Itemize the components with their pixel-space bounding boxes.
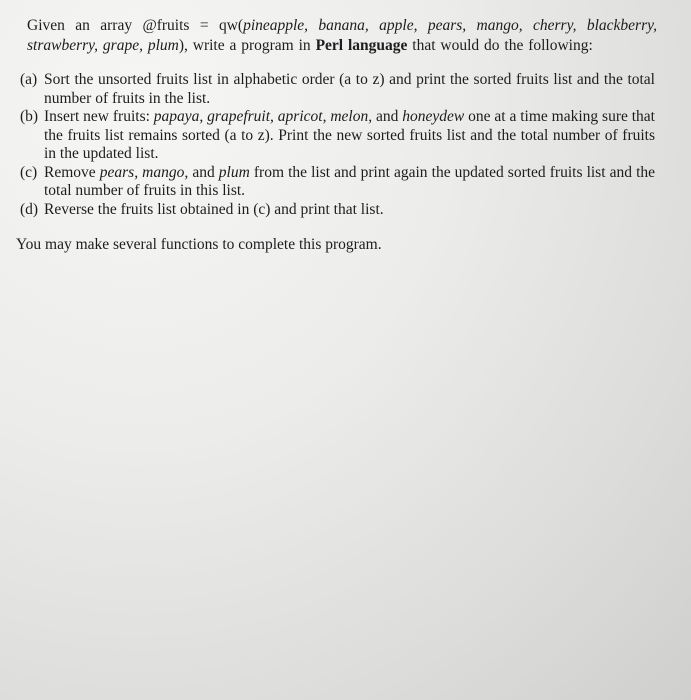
task-item-b bbox=[20, 108, 655, 164]
task-text: Reverse the fruits list obtained in (c) and print that list. bbox=[44, 200, 384, 218]
task-item-c bbox=[20, 164, 655, 201]
intro-text-2: ), write a program in bbox=[178, 37, 316, 54]
task-text-part: Remove bbox=[44, 163, 100, 181]
intro-text-3: that would do the following: bbox=[407, 37, 593, 54]
task-text-part: one at a time making sure that the fruits list remains sorted (a to z). Print the new sorted fruits list and the total number of fruits in the updated list. bbox=[44, 108, 655, 162]
language-name: Perl language bbox=[315, 37, 408, 54]
task-text-part: from the list and print again the updated sorted fruits list and the total number of fruits in this list. bbox=[44, 163, 656, 199]
new-fruits-list: papaya, grapefruit, apricot, melon, bbox=[153, 108, 373, 125]
removed-fruit-last: plum bbox=[218, 163, 250, 181]
task-label: (a) bbox=[20, 71, 38, 88]
task-text bbox=[44, 108, 655, 164]
new-fruit-last: honeydew bbox=[402, 108, 465, 125]
task-text-part: and bbox=[188, 163, 219, 181]
problem-statement bbox=[27, 16, 657, 56]
task-item-a bbox=[20, 71, 655, 108]
task-label: (c) bbox=[20, 163, 38, 181]
task-text bbox=[44, 164, 655, 201]
task-label: (b) bbox=[20, 108, 39, 125]
intro-text-1: Given an array @fruits = qw( bbox=[27, 17, 244, 34]
task-text-part: Insert new fruits: bbox=[44, 108, 154, 125]
task-label: (d) bbox=[20, 200, 39, 218]
task-list bbox=[20, 71, 655, 219]
removed-fruits-list: pears, mango, bbox=[99, 163, 189, 181]
fruits-array-list: pineapple, banana, apple, pears, mango, cherry, blackberry, strawberry, grape, plum bbox=[27, 17, 658, 54]
task-text: Sort the unsorted fruits list in alphabetic order (a to z) and print the sorted fruits list and the total number of fruits in the list. bbox=[44, 71, 655, 107]
task-item-d bbox=[20, 201, 655, 220]
closing-note: You may make several functions to complete this program. bbox=[16, 236, 382, 253]
task-text-part: and bbox=[372, 108, 403, 125]
